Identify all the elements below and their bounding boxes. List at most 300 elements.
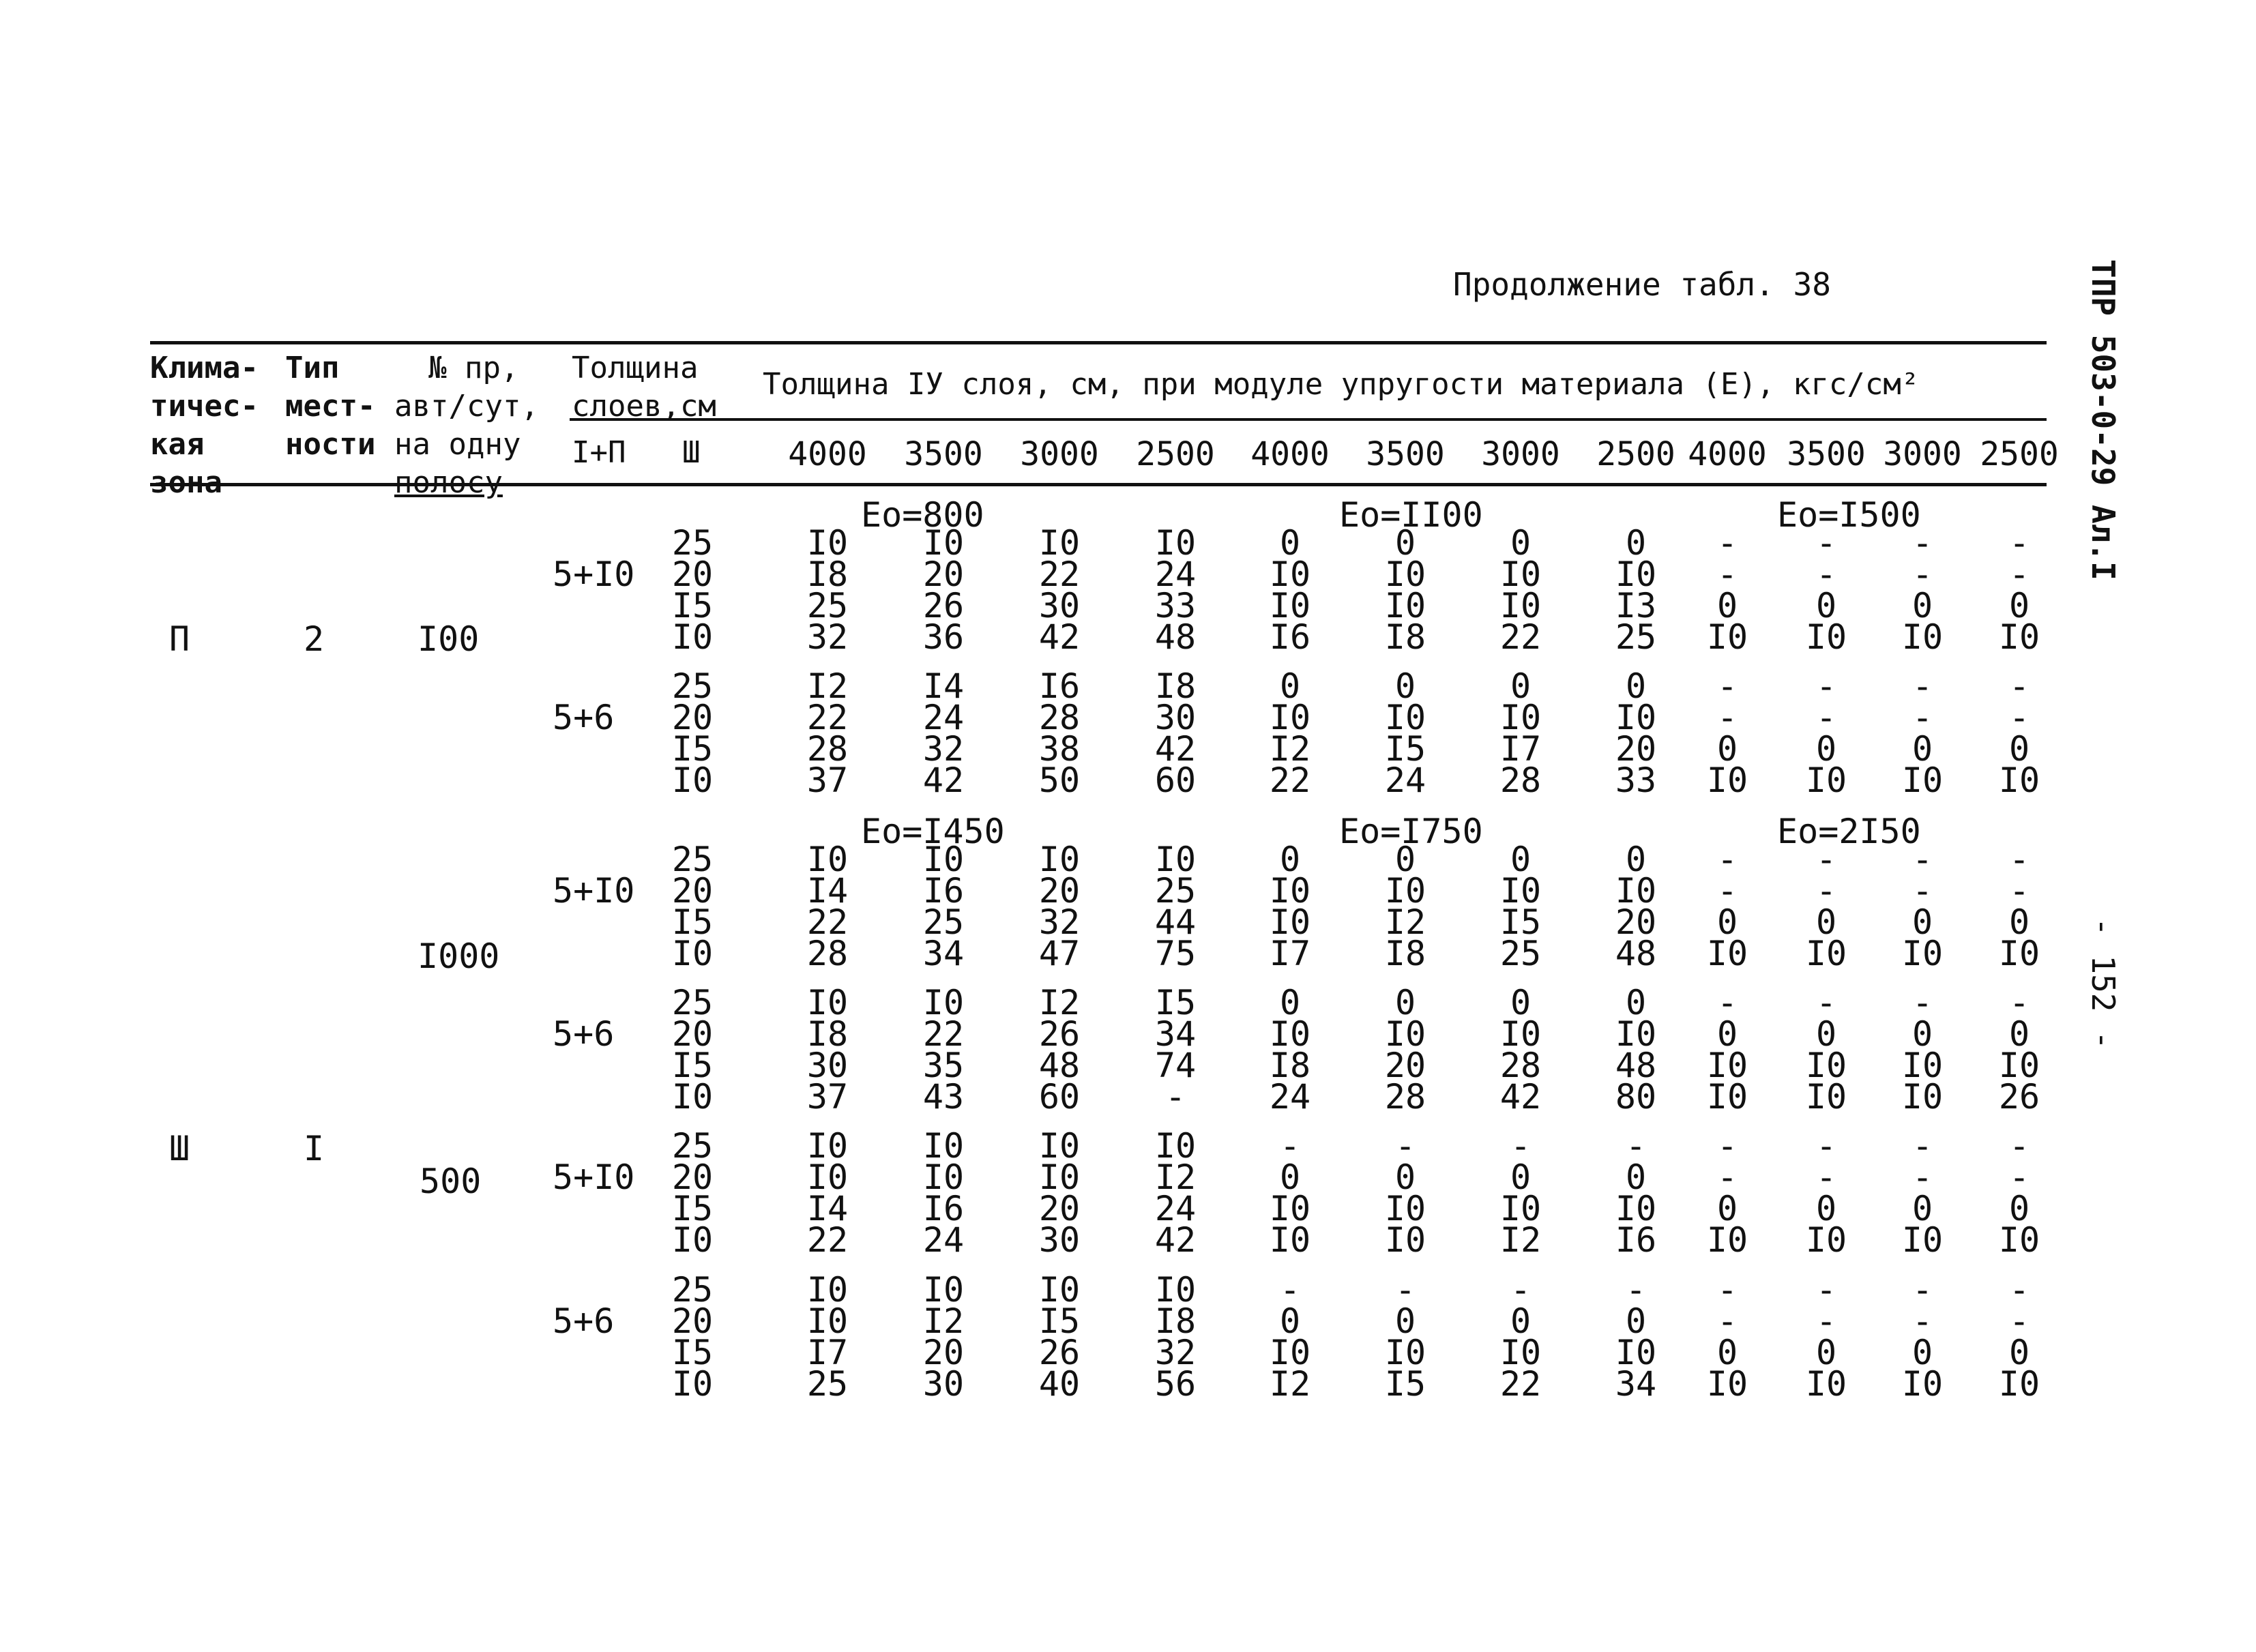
header-terrain-type: Тип мест- ности <box>285 351 376 462</box>
header-main-title: Толщина IУ слоя, см, при модуле упругости материала (Е), кгс/см² <box>763 367 1920 402</box>
cell-value: 33 <box>1615 761 1657 800</box>
cell-value: I2 <box>1269 1364 1311 1404</box>
cell-value: 0 <box>1510 1157 1532 1197</box>
cell-value: 25 <box>1154 871 1197 911</box>
cell-value: I5 <box>1384 1364 1426 1404</box>
cell-value: 32 <box>922 729 965 769</box>
header-layer-thickness: Толщина слоев,см <box>572 351 716 424</box>
cell-value: 0 <box>1911 729 1933 769</box>
cell-value: I6 <box>1269 617 1311 657</box>
cell-value: 20 <box>1384 1046 1426 1085</box>
cell-value: I0 <box>922 1157 965 1197</box>
cell-value: 0 <box>1394 1301 1416 1341</box>
table-cell <box>899 840 988 973</box>
cell-value: I0 <box>1901 1220 1944 1260</box>
cell-value: 0 <box>1815 1189 1837 1228</box>
cell-value: 25 <box>671 1126 714 1166</box>
cell-value: I8 <box>1384 617 1426 657</box>
header-layer-3: Ш <box>682 435 701 470</box>
cell-value: - <box>1911 1157 1933 1197</box>
layers-combo: 5+I0 <box>553 1157 635 1197</box>
cell-value: - <box>2008 555 2030 594</box>
cell-value: - <box>1716 1301 1738 1341</box>
cell-value: I0 <box>1499 1333 1542 1372</box>
cell-value: 40 <box>1038 1364 1081 1404</box>
layers-combo: 5+6 <box>553 1014 615 1054</box>
cell-value: 74 <box>1154 1046 1197 1085</box>
cell-value: 0 <box>1279 666 1301 706</box>
cell-value: 44 <box>1154 902 1197 942</box>
cell-value: 0 <box>2008 1333 2030 1372</box>
cell-value: - <box>2008 840 2030 879</box>
table-cell <box>1878 666 1967 800</box>
cell-value: - <box>1815 871 1837 911</box>
cell-value: 25 <box>671 840 714 879</box>
modulus-value: 3000 <box>1481 435 1560 473</box>
cell-value: 32 <box>1038 902 1081 942</box>
cell-value: 42 <box>1499 1077 1542 1117</box>
cell-value: 36 <box>922 617 965 657</box>
cell-value: 0 <box>1815 902 1837 942</box>
cell-value: I0 <box>1384 1333 1426 1372</box>
cell-value: 22 <box>1499 1364 1542 1404</box>
cell-value: I0 <box>1998 934 2040 973</box>
climatic-zone: П <box>169 619 190 659</box>
cell-value: I0 <box>1805 1364 1847 1404</box>
cell-value: I0 <box>1269 871 1311 911</box>
cell-value: - <box>1911 871 1933 911</box>
cell-value: 0 <box>1625 1301 1647 1341</box>
table-cell <box>1878 1270 1967 1404</box>
cell-value: I0 <box>806 523 849 563</box>
cell-value: I0 <box>1706 761 1748 800</box>
cell-value: 30 <box>922 1364 965 1404</box>
table-cell <box>1878 983 1967 1117</box>
cell-value: 25 <box>922 902 965 942</box>
cell-value: - <box>1625 1270 1647 1310</box>
cell-value: - <box>1911 1301 1933 1341</box>
cell-value: 0 <box>1911 1189 1933 1228</box>
table-cell <box>1361 666 1450 800</box>
cell-value: I0 <box>1706 1364 1748 1404</box>
cell-value: I0 <box>1805 934 1847 973</box>
table-cell <box>1246 666 1334 800</box>
table-cell <box>1361 983 1450 1117</box>
table-cell <box>1476 666 1565 800</box>
cell-value: 32 <box>806 617 849 657</box>
terrain-type: I <box>304 1129 325 1168</box>
cell-value: - <box>1815 1270 1837 1310</box>
cell-value: I0 <box>1901 617 1944 657</box>
cell-value: I0 <box>922 840 965 879</box>
cell-value: 42 <box>1154 1220 1197 1260</box>
cell-value: I0 <box>1269 586 1311 625</box>
header-layers-1-2: I+П <box>572 435 626 470</box>
header-climatic-zone: Клима- тичес- кая зона <box>150 351 259 500</box>
cell-value: - <box>2008 983 2030 1022</box>
modulus-value: 3500 <box>904 435 983 473</box>
table-cell <box>1361 840 1450 973</box>
cell-value: 0 <box>1279 840 1301 879</box>
table-cell <box>1131 1126 1220 1260</box>
cell-value: I0 <box>1038 840 1081 879</box>
cell-value: I0 <box>1384 871 1426 911</box>
cell-value: - <box>1394 1126 1416 1166</box>
cell-value: 37 <box>806 1077 849 1117</box>
cell-value: I0 <box>806 983 849 1022</box>
cell-value: - <box>1911 840 1933 879</box>
eo-label: Eo=I450 <box>861 812 1005 851</box>
cell-value: I0 <box>1998 1220 2040 1260</box>
cell-value: 34 <box>1615 1364 1657 1404</box>
table-cell <box>1131 523 1220 657</box>
cell-value: 0 <box>1510 666 1532 706</box>
cell-value: 60 <box>1154 761 1197 800</box>
cell-value: 42 <box>1038 617 1081 657</box>
cell-value: I0 <box>806 1270 849 1310</box>
table-cell <box>1246 1270 1334 1404</box>
cell-value: 0 <box>1394 840 1416 879</box>
layers-combo: 5+I0 <box>553 871 635 911</box>
cell-value: I0 <box>1269 902 1311 942</box>
layers-combo: 5+I0 <box>553 555 635 594</box>
cell-value: 26 <box>1038 1014 1081 1054</box>
table-cell <box>1975 666 2064 800</box>
cell-value: 20 <box>922 1333 965 1372</box>
cell-value: 20 <box>671 1301 714 1341</box>
cell-value: 20 <box>671 871 714 911</box>
cell-value: - <box>1279 1270 1301 1310</box>
cell-value: - <box>1716 840 1738 879</box>
cell-value: 0 <box>1394 666 1416 706</box>
layer-3-thickness <box>665 1270 720 1404</box>
table-cell <box>1683 666 1772 800</box>
cell-value: 25 <box>806 586 849 625</box>
cell-value: 48 <box>1615 934 1657 973</box>
table-cell <box>783 840 872 973</box>
cell-value: - <box>1394 1270 1416 1310</box>
table-cell <box>899 666 988 800</box>
cell-value: I2 <box>1269 729 1311 769</box>
cell-value: - <box>2008 666 2030 706</box>
cell-value: - <box>1911 666 1933 706</box>
cell-value: I0 <box>1706 1077 1748 1117</box>
table-cell <box>783 523 872 657</box>
cell-value: I0 <box>1998 1364 2040 1404</box>
table-cell <box>1476 1270 1565 1404</box>
cell-value: 35 <box>922 1046 965 1085</box>
table-cell <box>899 523 988 657</box>
terrain-type: 2 <box>304 619 325 659</box>
cell-value: I0 <box>671 617 714 657</box>
cell-value: I5 <box>1384 729 1426 769</box>
cell-value: 30 <box>1154 698 1197 737</box>
cell-value: - <box>1815 840 1837 879</box>
cell-value: 47 <box>1038 934 1081 973</box>
cell-value: 22 <box>806 698 849 737</box>
cell-value: I0 <box>1901 1046 1944 1085</box>
cell-value: 0 <box>2008 729 2030 769</box>
cell-value: 0 <box>1911 1333 1933 1372</box>
cell-value: 22 <box>1499 617 1542 657</box>
cell-value: 0 <box>1625 1157 1647 1197</box>
table-cell <box>1131 1270 1220 1404</box>
cell-value: - <box>1815 698 1837 737</box>
cell-value: 0 <box>1716 1333 1738 1372</box>
table-cell <box>1683 840 1772 973</box>
cell-value: 80 <box>1615 1077 1657 1117</box>
cell-value: 0 <box>1510 983 1532 1022</box>
cell-value: I0 <box>806 1301 849 1341</box>
cell-value: I0 <box>1038 1270 1081 1310</box>
eo-label: Eo=I750 <box>1339 812 1483 851</box>
cell-value: I0 <box>1499 586 1542 625</box>
cell-value: 24 <box>1154 555 1197 594</box>
table-cell <box>1015 523 1104 657</box>
modulus-value: 4000 <box>788 435 867 473</box>
cell-value: 25 <box>671 666 714 706</box>
cell-value: I0 <box>671 1220 714 1260</box>
table-top-rule <box>150 341 2047 344</box>
table-cell <box>1592 983 1680 1117</box>
header-mid-rule <box>570 418 2047 421</box>
cell-value: I4 <box>922 666 965 706</box>
eo-label: Eo=I500 <box>1777 495 1921 535</box>
cell-value: 75 <box>1154 934 1197 973</box>
cell-value: 28 <box>1499 761 1542 800</box>
table-cell <box>783 1270 872 1404</box>
cell-value: I0 <box>1269 1189 1311 1228</box>
cell-value: 30 <box>1038 1220 1081 1260</box>
cell-value: 32 <box>1154 1333 1197 1372</box>
cell-value: - <box>1911 1270 1933 1310</box>
cell-value: 28 <box>1499 1046 1542 1085</box>
table-cell <box>1782 523 1871 657</box>
cell-value: I8 <box>806 555 849 594</box>
cell-value: - <box>1815 666 1837 706</box>
table-cell <box>1592 523 1680 657</box>
cell-value: - <box>1815 1157 1837 1197</box>
cell-value: I0 <box>1154 523 1197 563</box>
cell-value: I0 <box>1269 1220 1311 1260</box>
cell-value: I0 <box>806 840 849 879</box>
cell-value: 0 <box>1279 1157 1301 1197</box>
table-cell <box>783 1126 872 1260</box>
table-cell <box>1975 983 2064 1117</box>
eo-label: Eo=2I50 <box>1777 812 1921 851</box>
traffic-volume: I000 <box>417 936 500 976</box>
cell-value: I7 <box>1499 729 1542 769</box>
cell-value: 28 <box>806 729 849 769</box>
cell-value: I6 <box>922 1189 965 1228</box>
continuation-caption: Продолжение табл. 38 <box>1453 266 1831 303</box>
cell-value: I0 <box>1615 698 1657 737</box>
cell-value: - <box>1815 523 1837 563</box>
cell-value: I0 <box>1499 555 1542 594</box>
cell-value: I5 <box>671 729 714 769</box>
cell-value: - <box>1911 1126 1933 1166</box>
cell-value: - <box>2008 1157 2030 1197</box>
cell-value: 24 <box>1384 761 1426 800</box>
cell-value: - <box>2008 1301 2030 1341</box>
cell-value: I5 <box>671 1189 714 1228</box>
modulus-value: 3000 <box>1020 435 1099 473</box>
cell-value: 0 <box>1815 1014 1837 1054</box>
cell-value: - <box>1716 666 1738 706</box>
cell-value: I5 <box>671 902 714 942</box>
table-cell <box>1131 983 1220 1117</box>
cell-value: 0 <box>1815 1333 1837 1372</box>
cell-value: 20 <box>1038 1189 1081 1228</box>
cell-value: - <box>2008 523 2030 563</box>
cell-value: 0 <box>1510 1301 1532 1341</box>
cell-value: I6 <box>1038 666 1081 706</box>
page-number: - 152 - <box>2085 917 2122 1050</box>
cell-value: 38 <box>1038 729 1081 769</box>
table-cell <box>1015 983 1104 1117</box>
eo-label: Eo=II00 <box>1339 495 1483 535</box>
cell-value: I0 <box>1901 761 1944 800</box>
cell-value: I0 <box>1038 1157 1081 1197</box>
table-cell <box>783 666 872 800</box>
table-cell <box>1246 523 1334 657</box>
cell-value: 0 <box>1716 902 1738 942</box>
cell-value: I0 <box>1998 761 2040 800</box>
cell-value: I2 <box>1384 902 1426 942</box>
cell-value: 20 <box>671 1014 714 1054</box>
cell-value: I7 <box>806 1333 849 1372</box>
table-cell <box>1683 523 1772 657</box>
cell-value: 0 <box>1625 523 1647 563</box>
cell-value: I0 <box>1998 617 2040 657</box>
table-cell <box>1975 523 2064 657</box>
cell-value: I4 <box>806 1189 849 1228</box>
cell-value: I0 <box>671 1364 714 1404</box>
table-cell <box>1592 840 1680 973</box>
cell-value: 28 <box>806 934 849 973</box>
cell-value: I0 <box>1269 1333 1311 1372</box>
cell-value: I7 <box>1269 934 1311 973</box>
cell-value: - <box>1815 555 1837 594</box>
cell-value: - <box>1510 1270 1532 1310</box>
cell-value: I0 <box>1499 1014 1542 1054</box>
header-traffic: № пр, авт/сут, на одну полосу <box>394 351 539 500</box>
cell-value: 24 <box>1269 1077 1311 1117</box>
cell-value: I0 <box>1499 871 1542 911</box>
cell-value: - <box>1911 523 1933 563</box>
cell-value: I0 <box>1805 1077 1847 1117</box>
cell-value: I0 <box>1706 1220 1748 1260</box>
cell-value: 26 <box>922 586 965 625</box>
cell-value: I0 <box>1805 1046 1847 1085</box>
cell-value: I0 <box>1615 555 1657 594</box>
table-cell <box>1683 983 1772 1117</box>
cell-value: I0 <box>1615 1014 1657 1054</box>
cell-value: 48 <box>1615 1046 1657 1085</box>
cell-value: 0 <box>1911 1014 1933 1054</box>
cell-value: - <box>1815 1126 1837 1166</box>
cell-value: I5 <box>671 1333 714 1372</box>
table-cell <box>1476 840 1565 973</box>
table-cell <box>899 1126 988 1260</box>
cell-value: - <box>2008 698 2030 737</box>
table-cell <box>1878 840 1967 973</box>
cell-value: I0 <box>1499 698 1542 737</box>
document-code: ТПР 503-0-29 Ал.I <box>2085 259 2122 580</box>
table-cell <box>1782 666 1871 800</box>
table-cell <box>1131 666 1220 800</box>
cell-value: I8 <box>1154 666 1197 706</box>
cell-value: I0 <box>922 983 965 1022</box>
cell-value: 0 <box>1716 1014 1738 1054</box>
layers-combo: 5+6 <box>553 698 615 737</box>
table-cell <box>1015 1270 1104 1404</box>
modulus-value: 3500 <box>1787 435 1866 473</box>
cell-value: - <box>1911 555 1933 594</box>
cell-value: 0 <box>1911 586 1933 625</box>
cell-value: I3 <box>1615 586 1657 625</box>
cell-value: 30 <box>1038 586 1081 625</box>
cell-value: I0 <box>1615 1189 1657 1228</box>
cell-value: 25 <box>1615 617 1657 657</box>
cell-value: I0 <box>671 761 714 800</box>
cell-value: 28 <box>1384 1077 1426 1117</box>
cell-value: I0 <box>1384 698 1426 737</box>
cell-value: - <box>2008 1270 2030 1310</box>
cell-value: 25 <box>806 1364 849 1404</box>
cell-value: 20 <box>671 698 714 737</box>
cell-value: 0 <box>1625 840 1647 879</box>
cell-value: I0 <box>1805 617 1847 657</box>
cell-value: I5 <box>1154 983 1197 1022</box>
cell-value: 24 <box>922 698 965 737</box>
table-cell <box>1975 1126 2064 1260</box>
cell-value: I0 <box>671 1077 714 1117</box>
cell-value: I0 <box>1499 1189 1542 1228</box>
cell-value: 0 <box>1279 983 1301 1022</box>
cell-value: 20 <box>922 555 965 594</box>
cell-value: I0 <box>1615 1333 1657 1372</box>
cell-value: 60 <box>1038 1077 1081 1117</box>
table-cell <box>1131 840 1220 973</box>
cell-value: - <box>1911 983 1933 1022</box>
modulus-value: 4000 <box>1688 435 1767 473</box>
cell-value: 24 <box>922 1220 965 1260</box>
table-cell <box>1683 1270 1772 1404</box>
table-cell <box>1782 983 1871 1117</box>
layer-3-thickness <box>665 666 720 800</box>
table-cell <box>1975 840 2064 973</box>
cell-value: 0 <box>1911 902 1933 942</box>
cell-value: - <box>1815 1301 1837 1341</box>
cell-value: I5 <box>1038 1301 1081 1341</box>
cell-value: I5 <box>1499 902 1542 942</box>
table-cell <box>1015 1126 1104 1260</box>
cell-value: I8 <box>806 1014 849 1054</box>
cell-value: I0 <box>1038 1126 1081 1166</box>
cell-value: I8 <box>1384 934 1426 973</box>
cell-value: I0 <box>1706 1046 1748 1085</box>
cell-value: - <box>1164 1077 1186 1117</box>
cell-value: 0 <box>1625 666 1647 706</box>
cell-value: 0 <box>2008 902 2030 942</box>
cell-value: I0 <box>1998 1046 2040 1085</box>
cell-value: - <box>1716 555 1738 594</box>
cell-value: 48 <box>1038 1046 1081 1085</box>
table-cell <box>1361 1126 1450 1260</box>
cell-value: 0 <box>2008 1189 2030 1228</box>
cell-value: - <box>2008 871 2030 911</box>
